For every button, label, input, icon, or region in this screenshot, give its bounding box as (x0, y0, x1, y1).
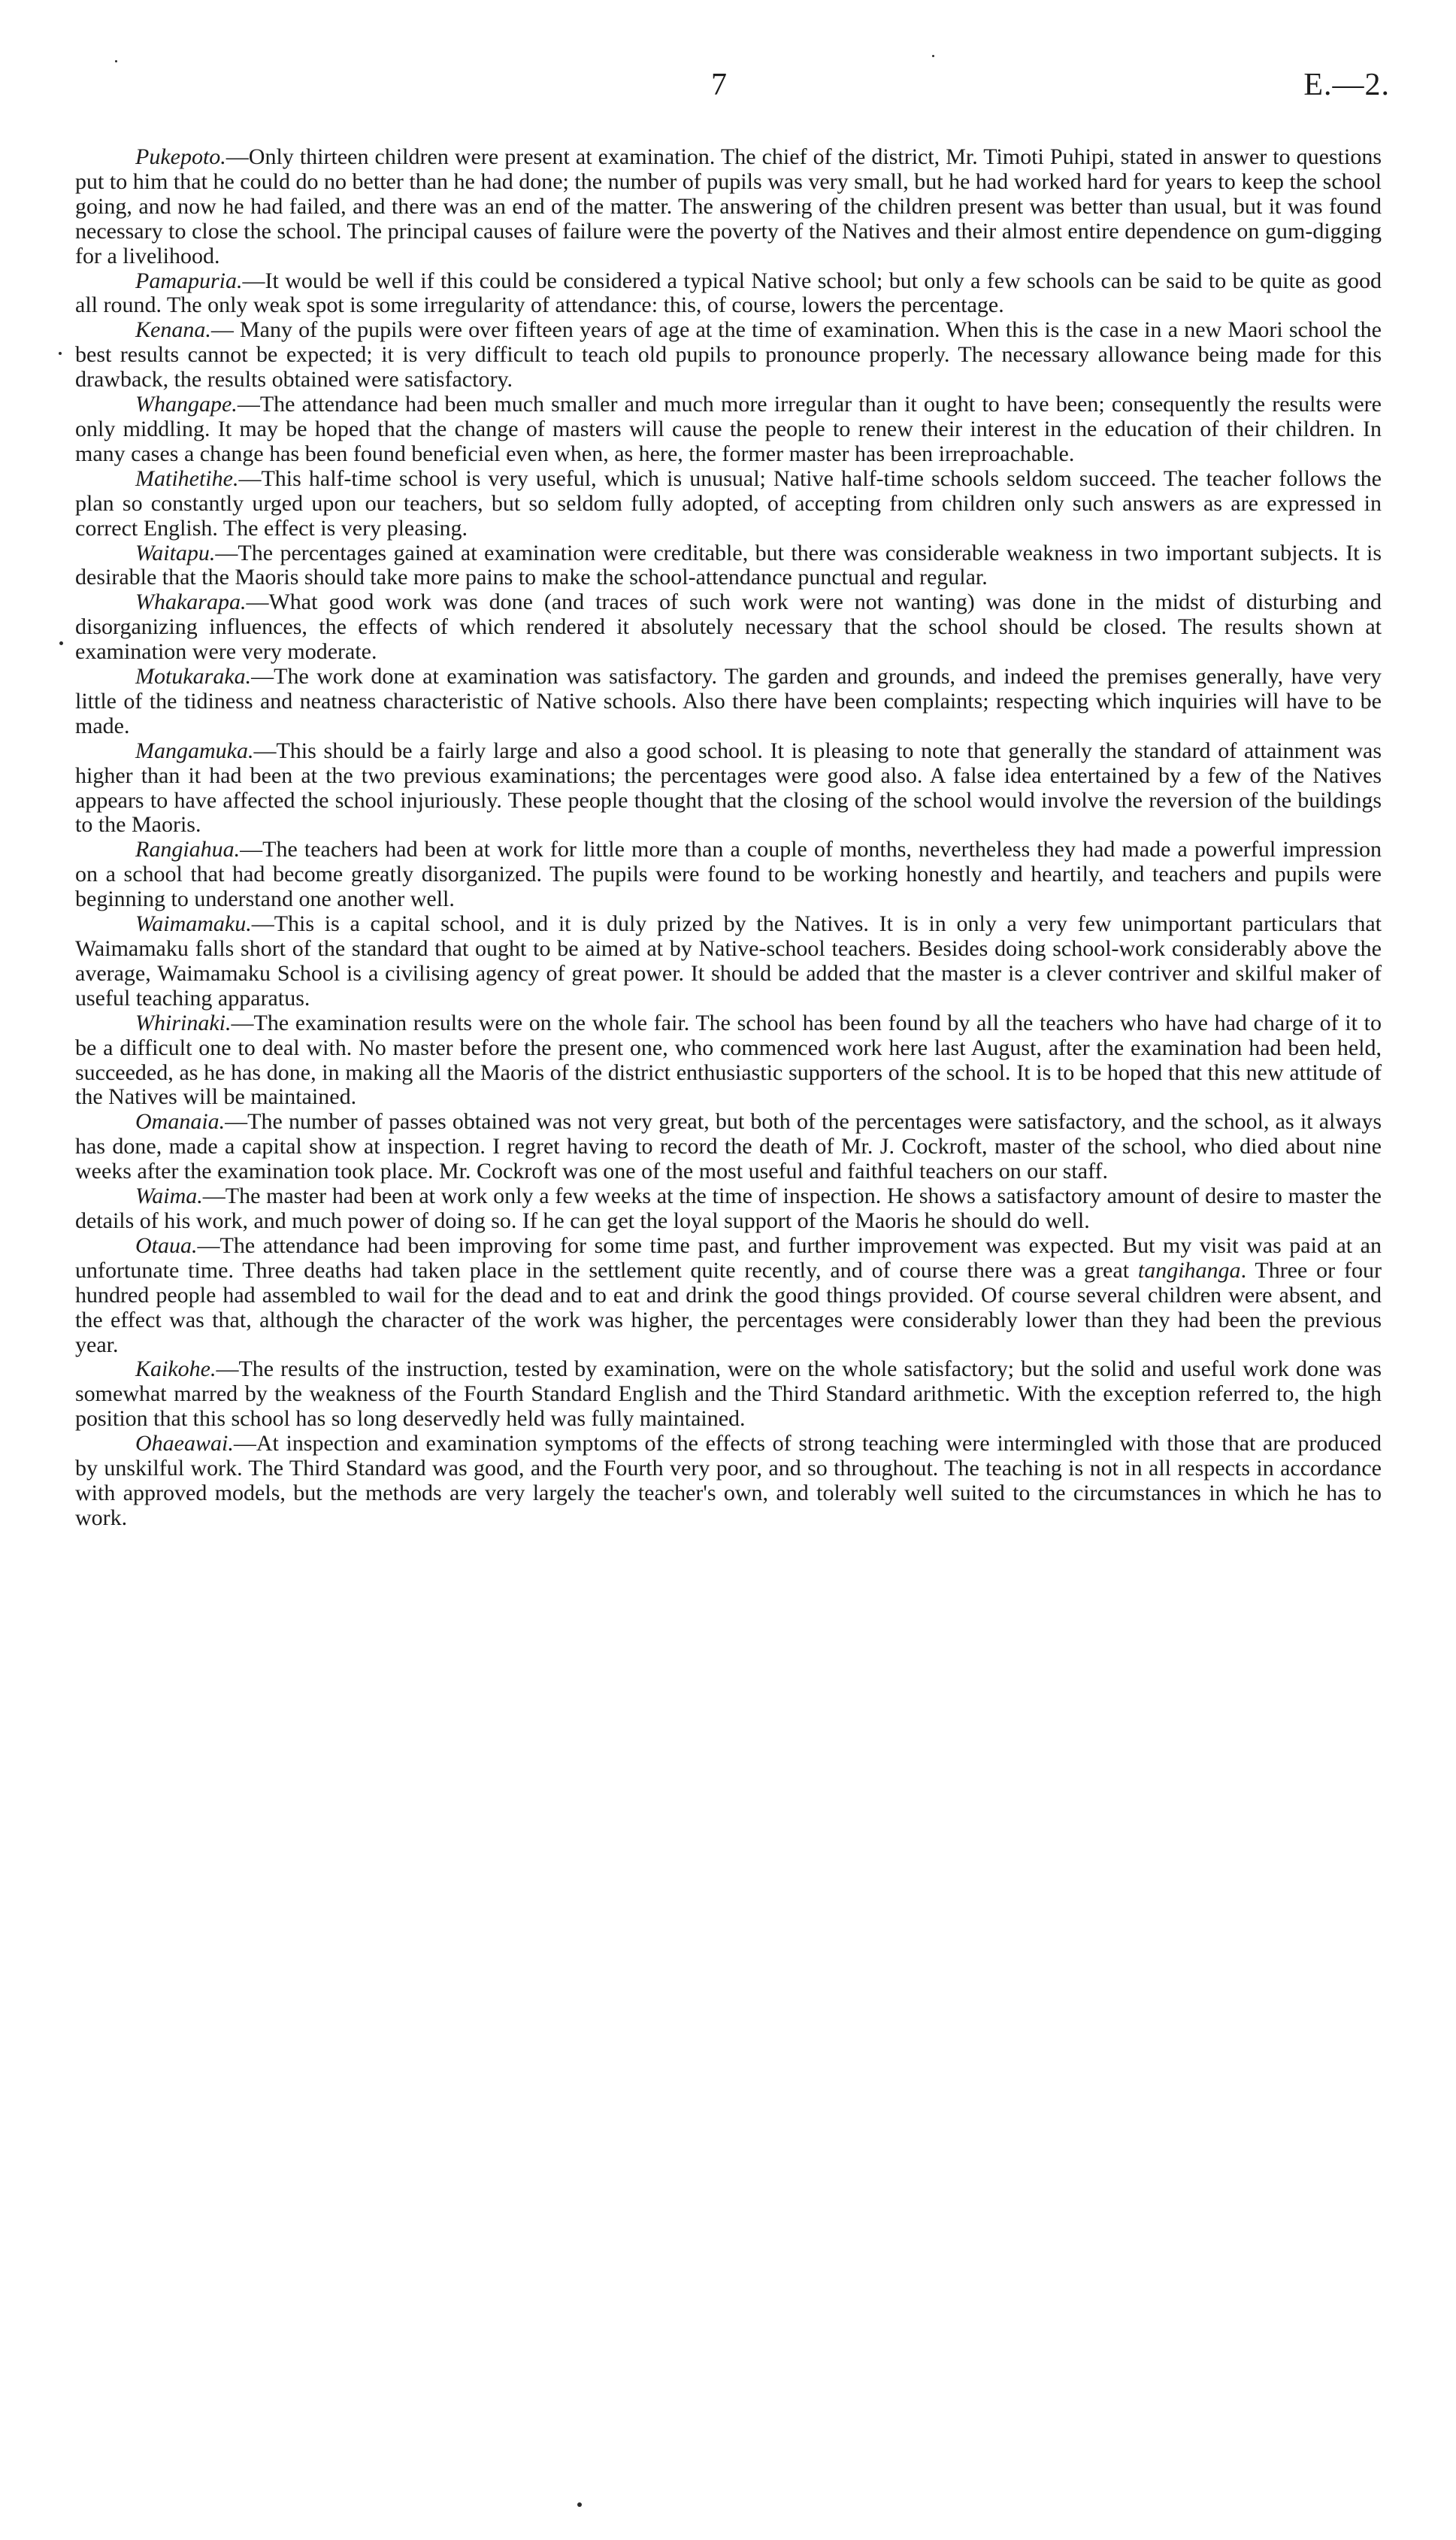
paragraph-motukaraka (75, 665, 1382, 739)
place-name: Whakarapa. (135, 590, 247, 615)
report-body (75, 145, 1382, 1531)
paragraph-text: —This half-time school is very useful, which is unusual; Native half-time schools seldom succeed. The teacher follows the plan so constantly urged upon our teachers, but so seldom fully adopted, of accepting from children only such answers as are expressed in correct English. The effect is very pleasing. (75, 465, 1382, 541)
paragraph-waimamaku (75, 912, 1382, 1011)
paragraph-text: —The attendance had been much smaller and much more irregular than it ought to have been; consequently the results were only middling. It may be hoped that the change of masters will cause the people to renew their interest in the education of their children. In many cases a change has been found beneficial even when, as here, the former master has been irreproachable. (75, 392, 1382, 466)
paragraph-text: —It would be well if this could be considered a typical Native school; but only a few schools can be said to be quite as good all round. The only weak spot is some irregularity of attendance: this, of course, lowers the percentage. (75, 268, 1382, 318)
place-name: Waima. (135, 1184, 203, 1209)
native-term: tangihanga (1137, 1257, 1241, 1283)
place-name: Rangiahua. (135, 837, 241, 862)
place-name: Whirinaki. (135, 1010, 232, 1035)
place-name: Ohaeawai. (135, 1431, 234, 1456)
place-name: Waitapu. (135, 540, 216, 565)
paragraph-whangape (75, 393, 1382, 467)
scan-speck (932, 55, 934, 57)
scan-speck (115, 60, 117, 62)
paragraph-mangamuka (75, 739, 1382, 838)
paragraph-text: —This is a capital school, and it is duly prized by the Natives. It is in only a very few unimportant particulars that Waimamaku falls short of the standard that ought to be aimed at by Native-school teachers. Besides doing school-work considerably above the average, Waimamaku School is a civilising agency of great power. It should be added that the master is a clever contriver and skilful maker of useful teaching apparatus. (75, 911, 1382, 1011)
paragraph-text-continued: . Three or four hundred people had assembled to wail for the dead and to eat and drink the good things provided. Of course several children were absent, and the effect was that, although the character of the work was higher, the percentages were considerably lower than they had been the previous year. (75, 1257, 1382, 1357)
page-number: 7 (711, 68, 727, 102)
paragraph-text: —The results of the instruction, tested by examination, were on the whole satisfactory; but the solid and useful work done was somewhat marred by the weakness of the Fourth Standard English and the Third Standard arithmetic. With the exception referred to, the high position that this school has so long deservedly held was fully maintained. (75, 1356, 1382, 1432)
paragraph-text: —The work done at examination was satisfactory. The garden and grounds, and indeed the premises generally, have very little of the tidiness and neatness characteristic of Native schools. Also there have been complaints; respecting which inquiries will have to be made. (75, 664, 1382, 738)
paragraph-matihetihe (75, 467, 1382, 541)
paragraph-whirinaki (75, 1011, 1382, 1111)
paragraph-pamapuria (75, 269, 1382, 319)
paragraph-text: —What good work was done (and traces of such work were not wanting) was done in the midst of disturbing and disorganizing influences, the effects of which rendered it absolutely necessary that the school should be closed. The results shown at examination were very moderate. (75, 590, 1382, 665)
scan-speck (59, 641, 63, 645)
paragraph-omanaia (75, 1110, 1382, 1184)
paragraph-text: —The percentages gained at examination were creditable, but there was considerable weakness in two important subjects. It is desirable that the Maoris should take more pains to make the school-attendance punctual and regular. (75, 540, 1382, 590)
place-name: Kenana. (135, 317, 211, 343)
paragraph-text: —This should be a fairly large and also a good school. It is pleasing to note that generally the standard of attainment was higher than it had been at the two previous examinations; the percentages were good also. A false idea entertained by a few of the Natives appears to have affected the school injuriously. These people thought that the closing of the school would involve the reversion of the buildings to the Maoris. (75, 738, 1382, 838)
paragraph-whakarapa (75, 590, 1382, 665)
scan-speck (59, 352, 62, 355)
place-name: Otaua. (135, 1232, 198, 1258)
place-name: Motukaraka. (135, 664, 252, 690)
place-name: Waimamaku. (135, 911, 252, 937)
paragraph-text: — Many of the pupils were over fifteen years of age at the time of examination. When this is the case in a new Maori school the best results cannot be expected; it is very difficult to teach old pupils to pronounce properly. The necessary allowance being made for this drawback, the results obtained were satisfactory. (75, 317, 1382, 393)
place-name: Whangape. (135, 392, 238, 417)
paragraph-text: —The examination results were on the whole fair. The school has been found by all the teachers who have had charge of it to be a difficult one to deal with. No master before the present one, who commenced work here last August, after the examination had been held, succeeded, as he has done, in making all the Maoris of the district enthusiastic supporters of the school. It is to be hoped that this new attitude of the Natives will be maintained. (75, 1010, 1382, 1110)
paragraph-kaikohe (75, 1357, 1382, 1432)
place-name: Pamapuria. (135, 268, 243, 293)
paragraph-kenana (75, 318, 1382, 393)
paragraph-text: —The teachers had been at work for little more than a couple of months, nevertheless they had made a powerful impression on a school that had become greatly disorganized. The pupils were found to be working honestly and heartily, and teachers and pupils were beginning to understand one another well. (75, 837, 1382, 912)
paragraph-otaua (75, 1234, 1382, 1358)
place-name: Mangamuka. (135, 738, 254, 763)
paragraph-waima (75, 1184, 1382, 1234)
paragraph-rangiahua (75, 838, 1382, 912)
paragraph-text: —The master had been at work only a few weeks at the time of inspection. He shows a satisfactory amount of desire to master the details of his work, and much power of doing so. If he can get the loyal support of the Maoris he should do well. (75, 1184, 1382, 1233)
place-name: Kaikohe. (135, 1356, 216, 1382)
document-reference: E.—2. (1303, 68, 1390, 102)
paragraph-text: —At inspection and examination symptoms of the effects of strong teaching were intermingled with those that are produced by unskilful work. The Third Standard was good, and the Fourth very poor, and so throughout. The teaching is not in all respects in accordance with approved models, but the methods are very largely the teacher's own, and tolerably well suited to the circumstances in which he has to work. (75, 1431, 1382, 1530)
scan-speck (577, 2502, 582, 2507)
place-name: Matihetihe. (135, 465, 239, 491)
paragraph-waitapu (75, 541, 1382, 591)
paragraph-text: —The number of passes obtained was not very great, but both of the percentages were satisfactory, and the school, as it always has done, made a capital show at inspection. I regret having to record the death of Mr. J. Cockroft, master of the school, who died about nine weeks after the examination took place. Mr. Cockroft was one of the most useful and faithful teachers on our staff. (75, 1109, 1382, 1184)
place-name: Omanaia. (135, 1109, 226, 1135)
place-name: Pukepoto. (135, 144, 226, 169)
paragraph-text: —The attendance had been improving for some time past, and further improvement was expected. But my visit was paid at an unfortunate time. Three deaths had taken place in the settlement quite recently, and of course there was a great (75, 1232, 1382, 1283)
paragraph-ohaeawai (75, 1432, 1382, 1531)
page-header (0, 66, 1456, 111)
paragraph-pukepoto (75, 145, 1382, 269)
paragraph-text: —Only thirteen children were present at examination. The chief of the district, Mr. Timoti Puhipi, stated in answer to questions put to him that he could do no better than he had done; the number of pupils was very small, but he had worked hard for years to keep the school going, and now he had failed, and there was an end of the matter. The answering of the children present was better than usual, but it was found necessary to close the school. The principal causes of failure were the poverty of the Natives and their almost entire dependence on gum-digging for a livelihood. (75, 144, 1382, 268)
